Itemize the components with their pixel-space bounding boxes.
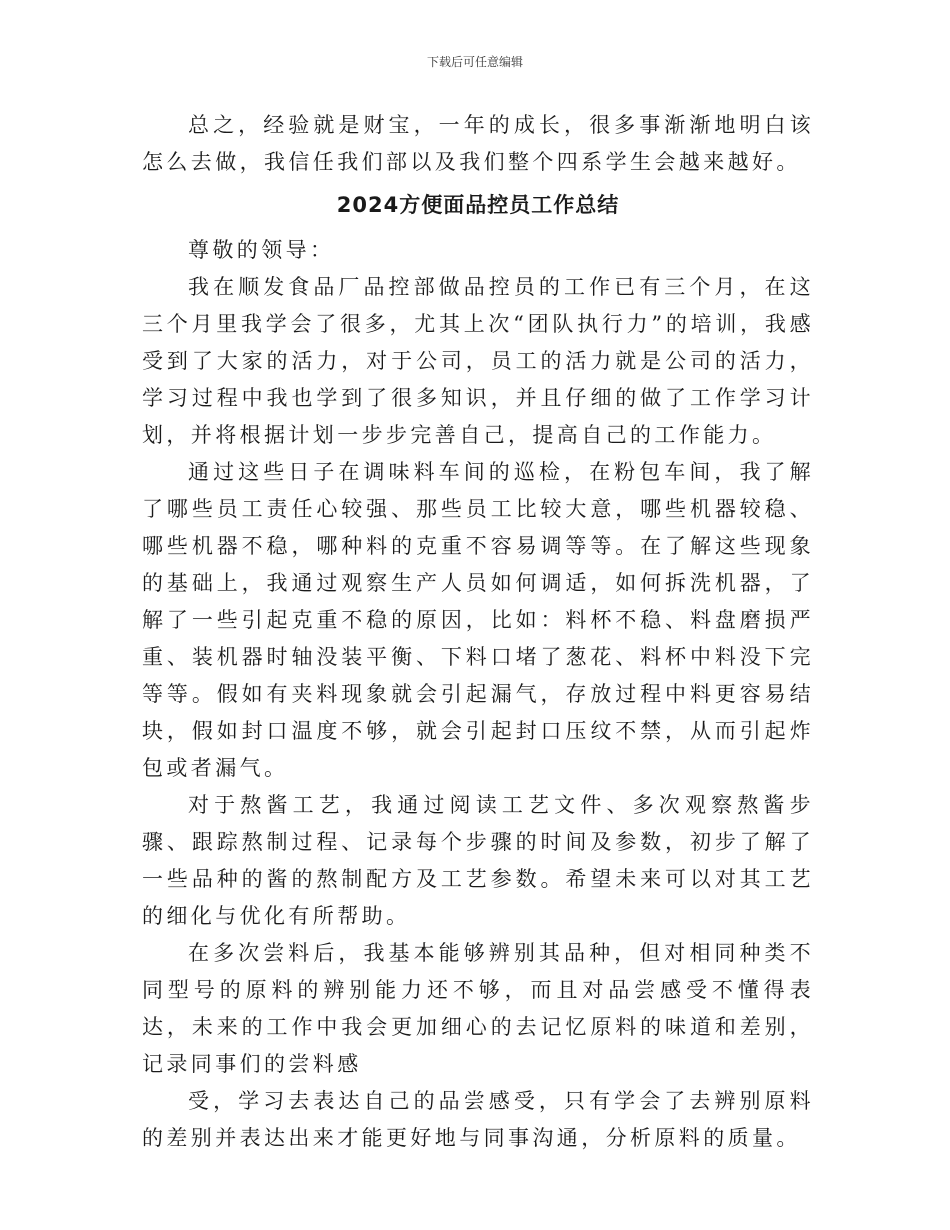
body-paragraph: 我在顺发食品厂品控部做品控员的工作已有三个月，在这三个月里我学会了很多，尤其上次“团队执行力”的培训，我感受到了大家的活力，对于公司，员工的活力就是公司的活力，学习过程中我也学到了很多知识，并且仔细的做了工作学习计划，并将根据计划一步步完善自己，提高自己的工作能力。	[142, 275, 814, 447]
page-header: 下载后可任意编辑	[426, 55, 523, 69]
intro-paragraph: 总之，经验就是财宝，一年的成长，很多事渐渐地明白该怎么去做，我信任我们部以及我们整个四系学生会越来越好。	[142, 113, 814, 174]
document-body	[142, 107, 814, 1157]
body-paragraph: 在多次尝料后，我基本能够辨别其品种，但对相同种类不同型号的原料的辨别能力还不够，而且对品尝感受不懂得表达，未来的工作中我会更加细心的去记忆原料的味道和差别，记录同事们的尝料感	[142, 941, 814, 1076]
document-title: 2024方便面品控员工作总结	[336, 193, 620, 217]
body-paragraph: 对于熬酱工艺，我通过阅读工艺文件、多次观察熬酱步骤、跟踪熬制过程、记录每个步骤的时间及参数，初步了解了一些品种的酱的熬制配方及工艺参数。希望未来可以对其工艺的细化与优化有所帮助。	[142, 793, 814, 928]
body-paragraph: 通过这些日子在调味料车间的巡检，在粉包车间，我了解了哪些员工责任心较强、那些员工比较大意，哪些机器较稳、哪些机器不稳，哪种料的克重不容易调等等。在了解这些现象的基础上，我通过观察生产人员如何调适，如何拆洗机器，了解了一些引起克重不稳的原因，比如：料杯不稳、料盘磨损严重、装机器时轴没装平衡、下料口堵了葱花、料杯中料没下完等等。假如有夹料现象就会引起漏气，存放过程中料更容易结块，假如封口温度不够，就会引起封口压纹不禁，从而引起炸包或者漏气。	[142, 460, 814, 780]
body-paragraph: 受，学习去表达自己的品尝感受，只有学会了去辨别原料的差别并表达出来才能更好地与同事沟通，分析原料的质量。	[142, 1089, 814, 1150]
salutation: 尊敬的领导：	[188, 238, 335, 262]
